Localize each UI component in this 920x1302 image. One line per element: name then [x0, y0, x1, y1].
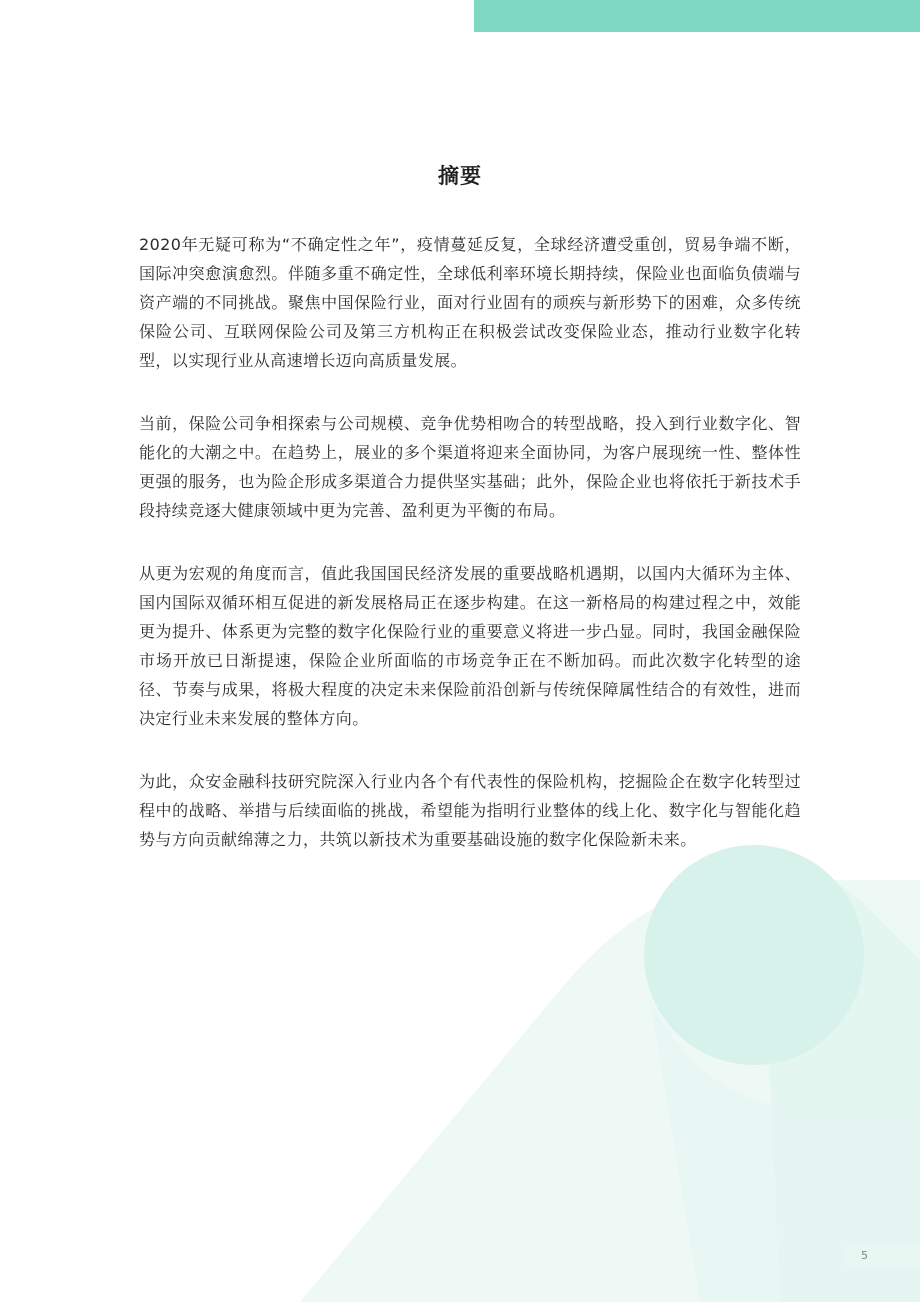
abstract-body	[139, 230, 801, 888]
paragraph: 2020年无疑可称为“不确定性之年”，疫情蔓延反复，全球经济遭受重创，贸易争端不断，国际冲突愈演愈烈。伴随多重不确定性，全球低利率环境长期持续，保险业也面临负债端与资产端的不同挑战。聚焦中国保险行业，面对行业固有的顽疾与新形势下的困难，众多传统保险公司、互联网保险公司及第三方机构正在积极尝试改变保险业态，推动行业数字化转型，以实现行业从高速增长迈向高质量发展。	[139, 235, 801, 370]
paragraph: 当前，保险公司争相探索与公司规模、竞争优势相吻合的转型战略，投入到行业数字化、智能化的大潮之中。在趋势上，展业的多个渠道将迎来全面协同，为客户展现统一性、整体性更强的服务，也为险企形成多渠道合力提供坚实基础；此外，保险企业也将依托于新技术手段持续竞逐大健康领域中更为完善、盈利更为平衡的布局。	[139, 414, 801, 520]
paragraph: 为此，众安金融科技研究院深入行业内各个有代表性的保险机构，挖掘险企在数字化转型过程中的战略、举措与后续面临的挑战，希望能为指明行业整体的线上化、数字化与智能化趋势与方向贡献绵薄之力，共筑以新技术为重要基础设施的数字化保险新未来。	[139, 772, 801, 849]
page-title: 摘要	[438, 164, 482, 188]
paragraph: 从更为宏观的角度而言，值此我国国民经济发展的重要战略机遇期，以国内大循环为主体、国内国际双循环相互促进的新发展格局正在逐步构建。在这一新格局的构建过程之中，效能更为提升、体系更为完整的数字化保险行业的重要意义将进一步凸显。同时，我国金融保险市场开放已日渐提速，保险企业所面临的市场竞争正在不断加码。而此次数字化转型的途径、节奏与成果，将极大程度的决定未来保险前沿创新与传统保障属性结合的有效性，进而决定行业未来发展的整体方向。	[139, 564, 801, 728]
page-number: 5	[845, 1244, 920, 1268]
